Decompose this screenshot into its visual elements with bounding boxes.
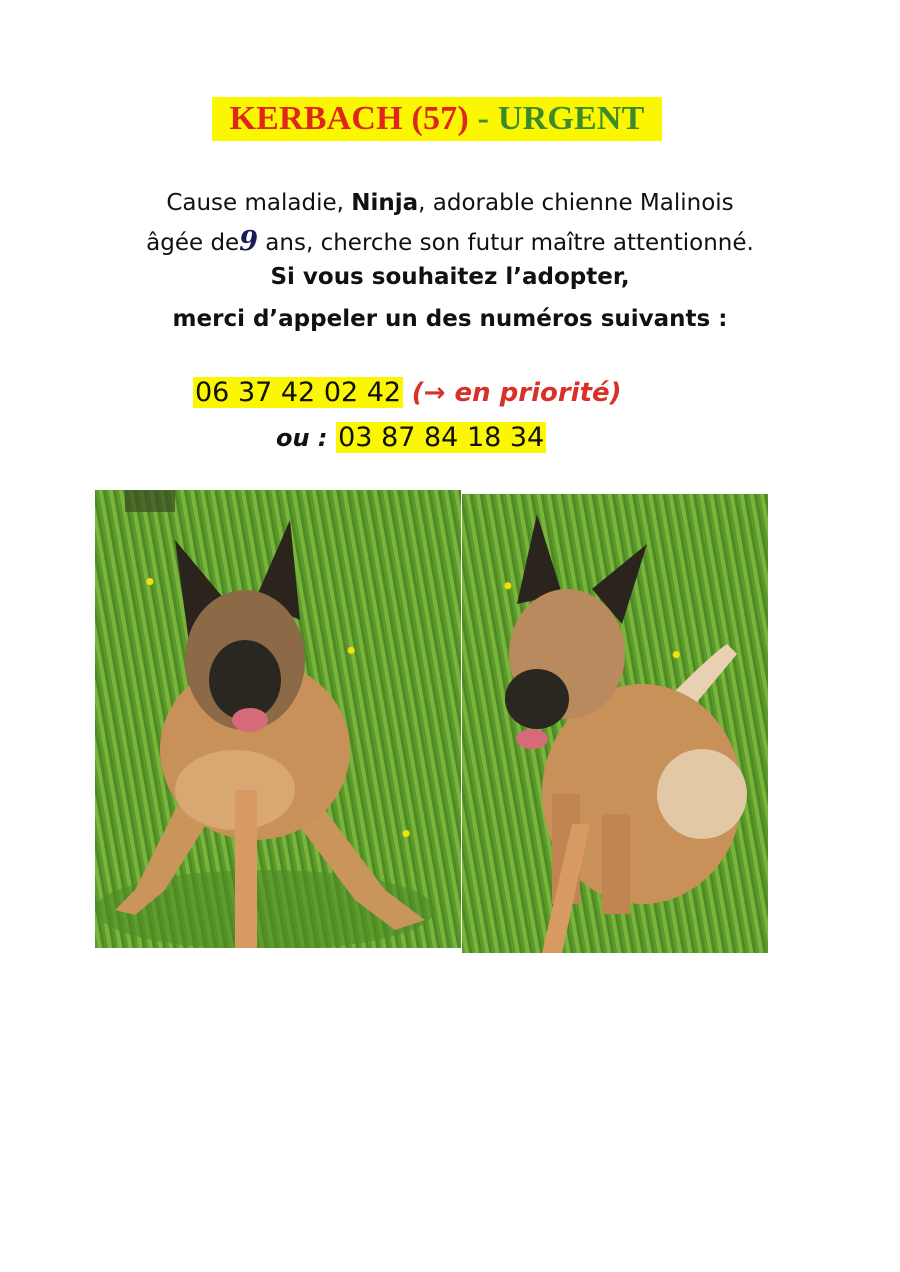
headline-place: KERBACH (57)	[229, 100, 469, 137]
dog-name: Ninja	[351, 190, 419, 216]
call-line: merci d’appeler un des numéros suivants :	[172, 306, 728, 332]
intro-line-2	[0, 226, 900, 257]
adopt-line: Si vous souhaitez l’adopter,	[270, 264, 630, 290]
intro-line-1	[0, 190, 900, 216]
headline-urgency: URGENT	[497, 100, 645, 137]
secondary-phone-row	[276, 419, 546, 457]
secondary-phone[interactable]: 03 87 84 18 34	[338, 422, 545, 453]
priority-note: (→ en priorité)	[411, 378, 622, 408]
headline-separator: -	[468, 100, 498, 137]
dog-illustration-lying	[95, 490, 461, 948]
dog-photo-lying	[95, 490, 461, 948]
age-prefix: âgée de	[146, 230, 240, 256]
or-label: ou :	[276, 424, 328, 452]
primary-phone[interactable]: 06 37 42 02 42	[195, 377, 402, 408]
dog-illustration-sitting	[462, 494, 768, 953]
age-suffix: ans, cherche son futur maître attentionné.	[258, 230, 754, 256]
dog-age: 9	[239, 226, 258, 257]
headline	[212, 97, 662, 141]
intro-text: , adorable chienne Malinois	[418, 190, 734, 216]
dog-photo-sitting	[462, 494, 768, 953]
intro-text: Cause maladie,	[166, 190, 352, 216]
primary-phone-row	[193, 374, 622, 412]
